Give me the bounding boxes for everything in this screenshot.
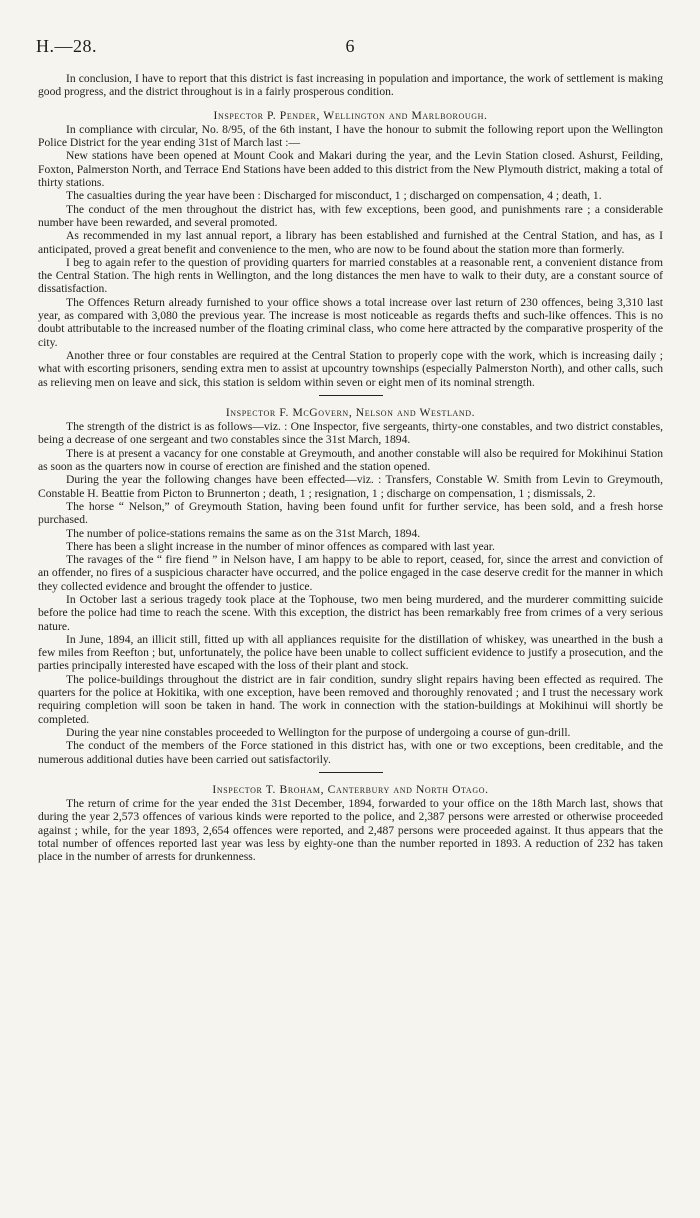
paragraph: The number of police-stations remains the same as on the 31st March, 1894. xyxy=(66,526,421,540)
document-reference: H.—28. xyxy=(36,36,97,56)
paragraph: The conduct of the men throughout the district has, with few exceptions, been good, and punishments rare ; a considerable number have been rewarded, and several promoted. xyxy=(38,202,663,229)
section-heading: Inspector T. Broham, Canterbury and North Otago. xyxy=(212,782,489,796)
document-body xyxy=(38,72,663,864)
paragraph: The casualties during the year have been : Discharged for misconduct, 1 ; discharged on compensation, 4 ; death, 1. xyxy=(66,189,602,203)
paragraph: New stations have been opened at Mount Cook and Makari during the year, and the Levin Station closed. Ashurst, Feilding, Foxton, Palmerston North, and Terrace End Stations have been added to this district from the New Plymouth district, making a total of thirty stations. xyxy=(38,149,663,190)
paragraph: The strength of the district is as follows—viz. : One Inspector, five sergeants, thirty-one constables, and two district constables, being a decrease of one sergeant and two constables since the 31st March, 1894. xyxy=(38,420,663,447)
paragraph: The ravages of the “ fire fiend ” in Nelson have, I am happy to be able to report, ceased, for, since the arrest and conviction of an offender, no fires of a suspicious character have occurred, and the police engaged in the case deserve credit for the manner in which they collected evidence and brought the offender to justice. xyxy=(38,553,663,593)
page-header xyxy=(36,36,664,60)
report-section xyxy=(38,772,663,864)
paragraph: The conduct of the members of the Force stationed in this district has, with one or two exceptions, been creditable, and the numerous additional duties have been carried out satisfactorily. xyxy=(38,739,663,766)
paragraph: In June, 1894, an illicit still, fitted up with all appliances requisite for the distillation of whiskey, was unearthed in the bush a few miles from Reefton ; but, unfortunately, the police have been unable to collect sufficient evidence to justify a prosecution, and the parties principally interested have escaped with the loss of their plant and stock. xyxy=(38,632,663,673)
paragraph: During the year the following changes have been effected—viz. : Transfers, Constable W. Smith from Levin to Greymouth, Constable H. Beattie from Picton to Brunnerton ; death, 1 ; resignation, 1 ; discharge on compensation, 1 ; dismissals, 2. xyxy=(38,473,663,500)
page-number: 6 xyxy=(345,36,355,56)
section-divider xyxy=(319,395,383,396)
report-section xyxy=(38,72,663,99)
paragraph: In conclusion, I have to report that this district is fast increasing in population and importance, the work of settlement is making good progress, and the district throughout is in a fairly prosperous condition. xyxy=(38,72,663,99)
report-section xyxy=(38,109,663,389)
paragraph: There has been a slight increase in the number of minor offences as compared with last year. xyxy=(66,539,495,553)
paragraph: During the year nine constables proceeded to Wellington for the purpose of undergoing a course of gun-drill. xyxy=(66,725,571,739)
section-heading: Inspector F. McGovern, Nelson and Westland. xyxy=(225,405,476,419)
paragraph: As recommended in my last annual report, a library has been established and furnished at the Central Station, and has, as I anticipated, proved a great benefit and convenience to the men, who are now to be found about the station more than formerly. xyxy=(38,229,663,256)
section-heading: Inspector P. Pender, Wellington and Marlborough. xyxy=(213,108,488,122)
paragraph: In compliance with circular, No. 8/95, of the 6th instant, I have the honour to submit the following report upon the Wellington Police District for the year ending 31st of March last :— xyxy=(38,122,663,150)
paragraph: There is at present a vacancy for one constable at Greymouth, and another constable will also be required for Mokihinui Station as soon as the quarters now in course of erection are finished and the station opened. xyxy=(38,446,663,474)
section-divider xyxy=(319,772,383,773)
paragraph: Another three or four constables are required at the Central Station to properly cope with the work, which is increasing daily ; what with escorting prisoners, sending extra men to assist at upcountry townships (especially Palmerston North), and other calls, such as relieving men on leave and sick, this station is seldom within seven or eight men of its nominal strength. xyxy=(38,348,663,389)
paragraph: The police-buildings throughout the district are in fair condition, sundry slight repairs having been effected as required. The quarters for the police at Hokitika, with one exception, have been removed and thoroughly renovated ; and I trust the necessary work requiring completion will soon be taken in hand. The work in connection with the station-buildings at Mokihinui will shortly be completed. xyxy=(38,672,663,726)
paragraph: The Offences Return already furnished to your office shows a total increase over last return of 230 offences, being 3,310 last year, as compared with 3,080 the previous year. The increase is most noticeable as regards thefts and such-like offences. This is no doubt attributable to the increased number of the floating criminal class, who come here attracted by the comparative prosperity of the city. xyxy=(38,295,663,349)
paragraph: In October last a serious tragedy took place at the Tophouse, two men being murdered, and the murderer committing suicide before the police had time to reach the scene. With this exception, the district has been remarkably free from crimes of a very serious nature. xyxy=(38,592,663,633)
paragraph: The return of crime for the year ended the 31st December, 1894, forwarded to your office on the 18th March last, shows that during the year 2,573 offences of various kinds were reported to the police, and 2,387 persons were arrested or otherwise proceeded against ; while, for the year 1893, 2,654 offences were reported, and 2,487 persons were proceeded against. It thus appears that the total number of offences reported last year was less by eighty-one than the number reported in 1893. A reduction of 232 has taken place in the number of arrests for drunkenness. xyxy=(38,797,663,864)
paragraph: I beg to again refer to the question of providing quarters for married constables at a reasonable rent, a convenient distance from the Central Station. The high rents in Wellington, and the long distances the men have to walk to their duty, are a constant source of dissatisfaction. xyxy=(38,255,663,296)
paragraph: The horse “ Nelson,” of Greymouth Station, having been found unfit for further service, has been sold, and a fresh horse purchased. xyxy=(38,499,663,527)
report-section xyxy=(38,395,663,766)
